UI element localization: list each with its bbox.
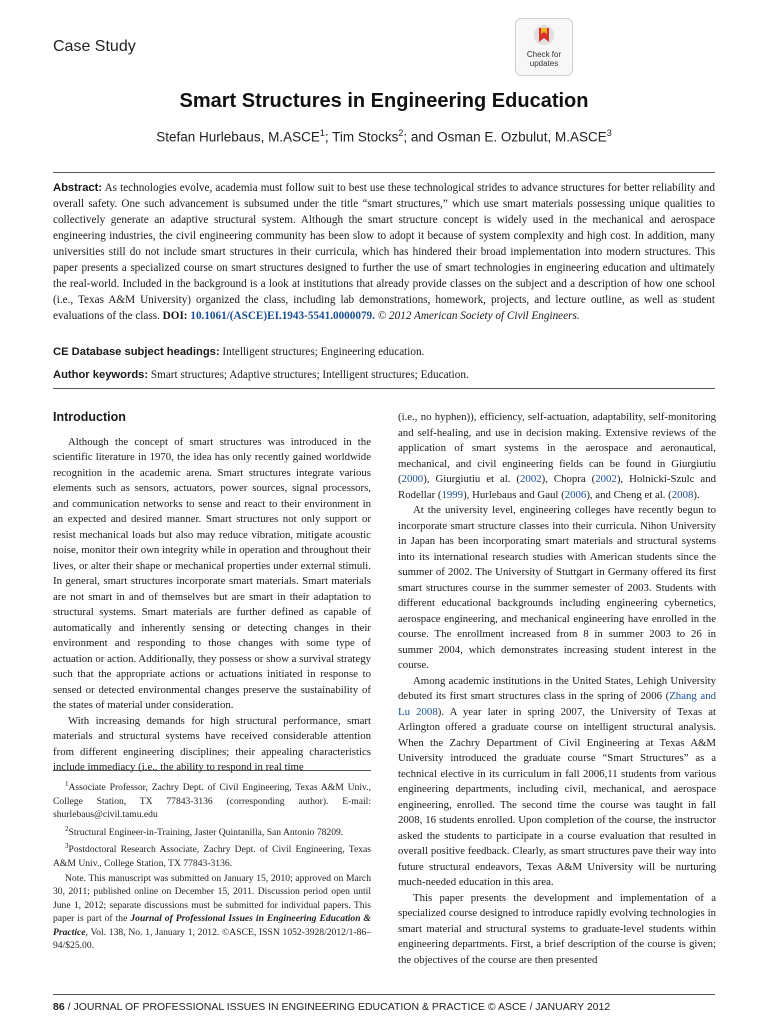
abstract (53, 180, 715, 324)
left-column (53, 410, 371, 776)
footnotes (53, 778, 371, 954)
top-divider (53, 172, 715, 173)
author-sep-1: ; Tim Stocks (324, 129, 399, 145)
citation-link[interactable]: Zhang and Lu 2008 (398, 690, 716, 718)
intro-paragraph-1: Although the concept of smart structures was introduced in the scientific literature in 1970, the idea has only recently gained worldwide recognition in the academic arena. Smart structures integrate various elements such as sensors, actuators, power sources, signal processors, and communication networks to sense and react to their environment in an expected and desired manner. Smart structures not only support or resist mechanical loads but also may reduce vibration, mitigate acoustic noise, monitor their own integrity while in operation and throughout their lives, or alter their shape or mechanical properties under external stimuli. In general, smart structures incorporate smart materials. Smart materials are not smart in and of themselves but are smart in their adaptation to structural systems. Smart materials are further defined as capable of automatically and inherently sensing or detecting changes in their environment and responding to those changes with some type of actuation or action. Additionally, they possess or show a survival strategy such that the appropriate actions or actuations initiated in response to sensed or detected environmental changes preserve the sustainability of the states of material under consideration. (53, 435, 371, 711)
footnote-divider (53, 770, 371, 771)
citation-link[interactable]: 2006 (564, 488, 587, 501)
footer-text: / JOURNAL OF PROFESSIONAL ISSUES IN ENGINEERING EDUCATION & PRACTICE © ASCE / JANUARY 2012 (64, 1001, 611, 1013)
submission-note: Note. This manuscript was submitted on January 15, 2010; approved on March 30, 2011; published online on December 15, 2011. Discussion period open until June 1, 2012; separate discussions must be submitted for individual papers. This paper is part of the Journal of Professional Issues in Engineering Education & Practice, Vol. 138, No. 1, January 1, 2012. ©ASCE, ISSN 1052-3928/2012/1-86–94/$25.00. (53, 872, 371, 952)
badge-label-line1: Check for (526, 50, 562, 59)
footer-divider (53, 994, 715, 995)
page-number: 86 (53, 1001, 65, 1013)
intro-paragraph-2: With increasing demands for high structural performance, smart materials and structural systems have received considerable attention from different engineering disciplines; their appealing characteristics include immediacy (i.e., the ability to respond in real time (53, 714, 371, 773)
right-paragraph-1: (i.e., no hyphen)), efficiency, self-actuation, adaptability, self-monitoring and self-healing, and use in decision making. Extensive reviews of the application of smart systems in the aerospace and aeronautical, mechanical, and civil engineering fields can be found in Giurgiutiu (2000), Giurgiutiu et al. (2002), Chopra (2002), Holnicki-Szulc and Rodellar (1999), Hurlebaus and Gaul (2006), and Cheng et al. (2008). (398, 411, 717, 501)
section-label: Case Study (53, 38, 136, 55)
author-3-affil: 3 (606, 128, 612, 138)
citation-link[interactable]: 1999 (441, 488, 464, 501)
right-paragraph-2: At the university level, engineering colleges have recently begun to incorporate smart structure classes into their curricula. Nihon University in Japan has been incorporating smart materials and structural systems into its international research studies with American students since the summer of 2002. The University of Stuttgart in Germany offered its first smart structures course in the summer semester of 2003. Students with different educational backgrounds including engineering cybernetics, aerospace engineering, and mechanical engineering have enrolled in the course. The enrollment increased from 8 in summer 2003 to 26 in summer 2004, which demonstrates increasing student interest in the course. (398, 504, 716, 671)
citation-link[interactable]: 2000 (401, 473, 424, 485)
author-keywords-value: Smart structures; Adaptive structures; Intelligent structures; Education. (150, 369, 469, 381)
right-paragraph-4: This paper presents the development and implementation of a specialized course designed to introduce rapidly evolving technologies in smart material and structural systems to graduate-level students within engineering departments. First, a brief description of the course is given; the objectives of the course are then presented (398, 891, 716, 966)
author-keywords-label: Author keywords: (53, 369, 149, 381)
author-list (0, 128, 768, 145)
abstract-body: As technologies evolve, academia must follow suit to best use these technological strides to advance structures for better reliability and overall safety. One such advancement is subsumed under the title “smart structures,” which use smart materials possessing unique qualities to collectively generate an adaptive structural system. Although the smart structure concept is widely used in the mechanical and aerospace engineering industries, the civil engineering community has been slow to adopt it because of system complexity and high cost. In addition, many universities still do not include smart structures in their curricula, which has hindered their broad implementation into modern structures. This paper presents a specialized course on smart structures designed to further the use of smart technologies in engineering education and ultimately the real-world. Included in the background is a look at institutions that already provide classes on the subject and a description of how one school (i.e., Texas A&M University) organized the class, including lab demonstrations, homework, projects, and lecture outline, as well as student evaluations of the class. (53, 182, 715, 322)
ce-headings-label: CE Database subject headings: (53, 346, 220, 358)
ce-headings-value: Intelligent structures; Engineering education. (222, 346, 425, 358)
bookmark-icon (533, 24, 555, 48)
citation-link[interactable]: 2002 (595, 473, 617, 485)
copyright-notice: © 2012 American Society of Civil Engineers. (377, 310, 580, 322)
citation-link[interactable]: 2002 (520, 473, 542, 485)
right-paragraph-3: Among academic institutions in the United States, Lehigh University debuted its first smart structures class in the spring of 2006 (Zhang and Lu 2008). A year later in spring 2007, the University of Texas at Arlington offered a graduate course on intelligent structural analysis. When the Zachry Department of Civil Engineering at Texas A&M University introduced the graduate course “Smart Structures” as a technical elective in its curriculum in fall 2006,11 students from various engineering departments, including civil, mechanical, and aerospace engineering, enrolled. The second time the course was taught in fall 2008, 16 students enrolled. Upon completion of the course, the instructor asked the students to participate in a course evaluation that resulted in overall positive feedback. Clearly, as smart structures pave their way into future structural endeavors, Texas A&M University will be nurturing much-needed education in this area. (398, 674, 716, 888)
keywords-divider (53, 388, 715, 389)
doi-link[interactable]: 10.1061/(ASCE)EI.1943-5541.0000079. (190, 310, 375, 322)
author-sep-2: ; and Osman E. Ozbulut, M.ASCE (403, 129, 607, 145)
footnote-3: $^3$Postdoctoral Research Associate, Zachry Dept. of Civil Engineering, Texas A&M Univ., College Station, TX 77843-3136. (53, 842, 371, 870)
citation-link[interactable]: 2008 (671, 488, 694, 501)
check-for-updates-badge[interactable] (515, 18, 573, 76)
right-column (398, 410, 716, 968)
author-2-affil: 2 (398, 128, 404, 138)
introduction-heading: Introduction (53, 410, 126, 424)
footnote-2: $^2$Structural Engineer-in-Training, Jaster Quintanilla, San Antonio 78209. (65, 824, 344, 838)
badge-label-line2: updates (529, 59, 559, 68)
author-1: Stefan Hurlebaus, M.ASCE (156, 129, 320, 145)
journal-name: Journal of Professional Issues in Engineering Education & Practice (53, 913, 371, 938)
ce-subject-headings (53, 345, 715, 360)
page-footer (53, 1001, 610, 1013)
footnote-1: $^1$Associate Professor, Zachry Dept. of Civil Engineering, Texas A&M Univ., College Station, TX 77843-3136 (corresponding author). E-mail: shurlebaus@civil.tamu.edu (53, 780, 371, 821)
author-keywords (53, 368, 715, 383)
author-1-affil: 1 (319, 128, 325, 138)
abstract-heading: Abstract: (53, 182, 103, 194)
doi-label: DOI: (162, 310, 188, 322)
paper-title: Smart Structures in Engineering Education (179, 90, 589, 112)
